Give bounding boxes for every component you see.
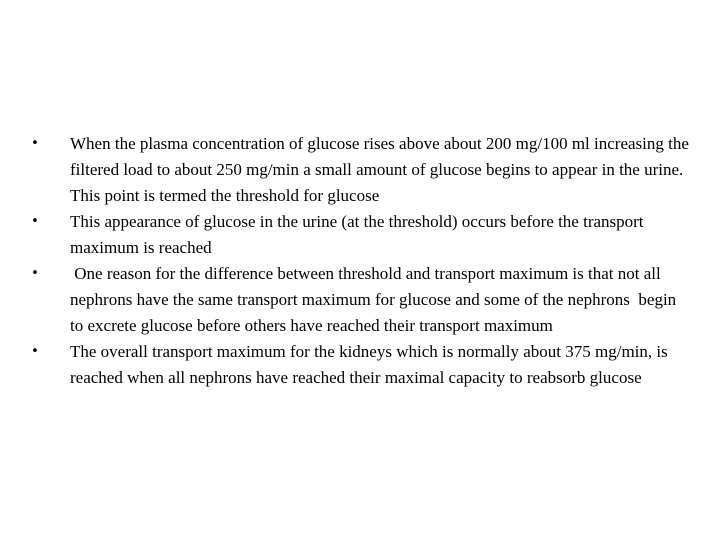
bullet-icon: • — [31, 136, 39, 151]
bullet-text: This appearance of glucose in the urine (at the threshold) occurs before the transport maximum is reached — [70, 212, 644, 257]
bullet-text: One reason for the difference between threshold and transport maximum is that not all nephrons have the same transport maximum for glucose and some of the nephrons begin to excrete glucose before others have reached their transport maximum — [70, 264, 681, 335]
bullet-item — [28, 131, 692, 209]
bullet-icon: • — [31, 344, 39, 359]
bullet-item — [28, 209, 692, 261]
bullet-item — [28, 339, 692, 391]
bullet-text: When the plasma concentration of glucose rises above about 200 mg/100 ml increasing the filtered load to about 250 mg/min a small amount of glucose begins to appear in the urine. This point is termed the threshold for glucose — [70, 134, 689, 205]
bullet-item — [28, 261, 692, 339]
bullet-icon: • — [31, 214, 39, 229]
bullet-text: The overall transport maximum for the kidneys which is normally about 375 mg/min, is reached when all nephrons have reached their maximal capacity to reabsorb glucose — [70, 342, 668, 387]
bullet-icon: • — [31, 266, 39, 281]
bullet-list — [28, 131, 692, 391]
